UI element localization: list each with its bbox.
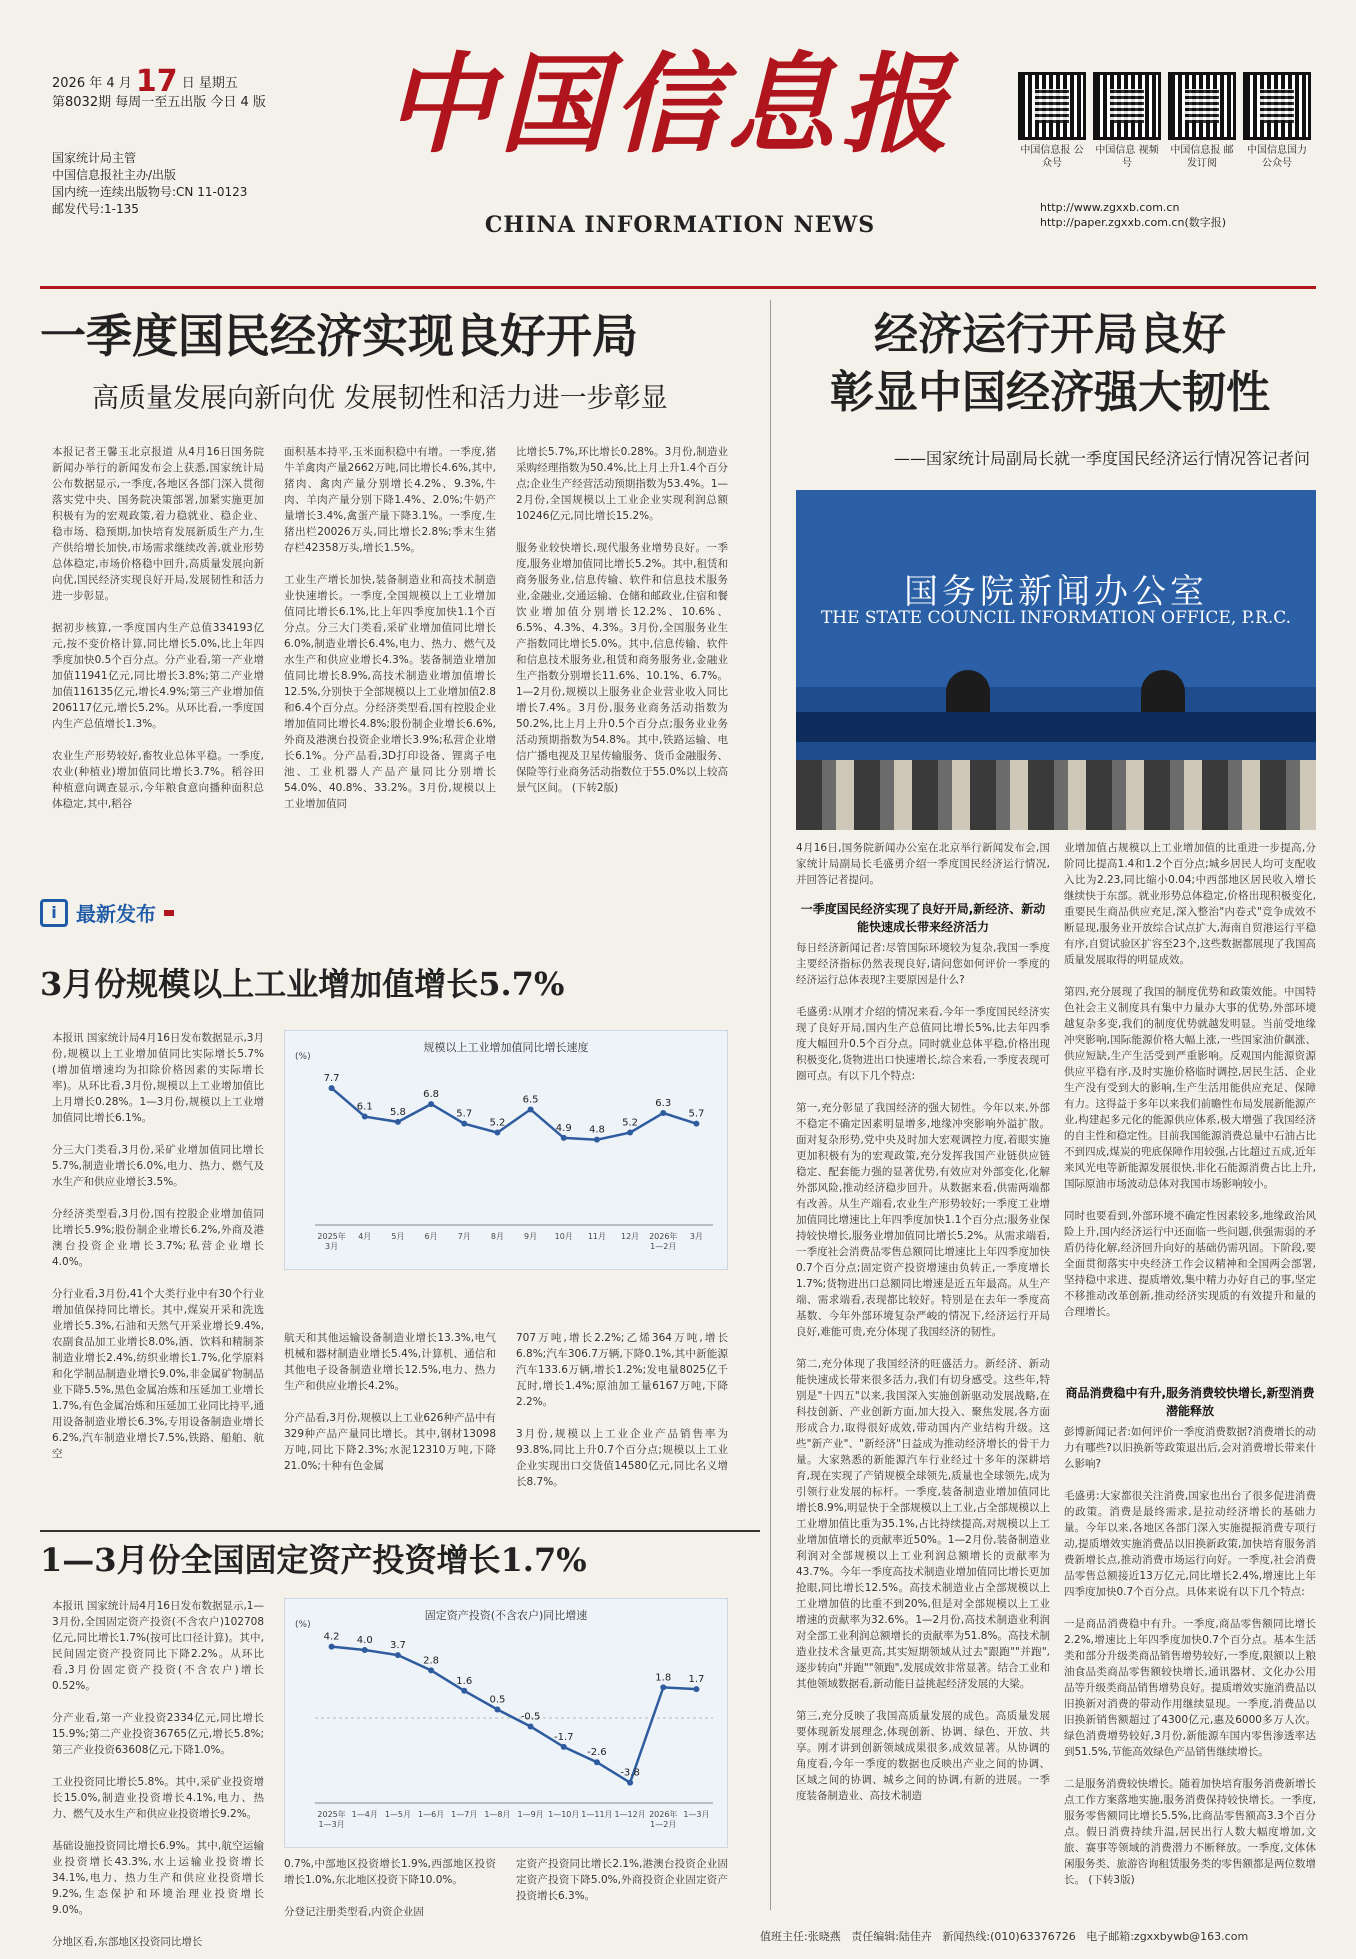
industry-chart-svg bbox=[285, 1031, 729, 1271]
section-tag-bar bbox=[164, 910, 174, 916]
data-point bbox=[461, 1688, 467, 1694]
lead-column-2: 面积基本持平,玉米面积稳中有增。一季度,猪牛羊禽肉产量2662万吨,同比增长4.6%,其中,猪肉、禽肉产量分别增长4.2%、9.3%,牛肉、羊肉产量分别下降1.4%、2.0%;牛奶产量增长3.4%,禽蛋产量下降3.1%。一季度,生猪出栏20026万头,同比增长2.8%;季末生猪存栏42358万头,增长1.5%。 工业生产增长加快,装备制造业和高技术制造业快速增长。一季度,全国规模以上工业增加值同比增长6.1%,比上年四季度加快1.1个百分点。分三大门类看,采矿业增加值同比增长6.0%,制造业增长6.4%,电力、热力、燃气及水生产和供应业增长4.3%。装备制造业增加值同比增长8.9%,高技术制造业增加值增长12.5%,分别快于全部规模以上工业增加值2.8和6.4个百分点。分经济类型看,国有控股企业增加值同比增长4.8%;股份制企业增长6.6%,外商及港澳台投资企业增长3.9%;私营企业增长6.1%。分产品看,3D打印设备、锂离子电池、工业机器人产品产量同比分别增长54.0%、40.8%、33.2%。3月份,规模以上工业增加值同 bbox=[284, 446, 496, 810]
industry-chart bbox=[284, 1030, 728, 1270]
publisher-line: 邮发代号:1-135 bbox=[52, 202, 139, 216]
lead-column-1: 本报记者王馨玉北京报道 从4月16日国务院新闻办举行的新闻发布会上获悉,国家统计局公布数据显示,一季度,各地区各部门深入贯彻落实党中央、国务院决策部署,加紧实施更加积极有为的宏观政策,着力稳就业、稳企业、稳市场、稳预期,加快培育发展新质生产力,生产供给增长加快,市场需求继续改善,就业形势总体稳定,市场价格稳中回升,高质量发展向新向优,国民经济实现良好开局,发展韧性和活力进一步彰显。 据初步核算,一季度国内生产总值334193亿元,按不变价格计算,同比增长5.0%,比上年四季度加快0.5个百分点。分产业看,第一产业增加值11941亿元,同比增长3.8%;第二产业增加值116135亿元,增长4.9%;第三产业增加值206117亿元,增长5.2%。从环比看,一季度国内生产总值增长1.3%。 农业生产形势较好,畜牧业总体平稳。一季度,农业(种植业)增加值同比增长3.7%。稻谷田种植意向调查显示,今年粮食意向播种面积总体稳定,其中,稻谷 bbox=[52, 446, 264, 810]
newspaper-logo-en: CHINA INFORMATION NEWS bbox=[484, 212, 876, 238]
tick-label bbox=[690, 1232, 703, 1241]
data-point bbox=[693, 1121, 699, 1127]
data-label: 5.8 bbox=[389, 1106, 406, 1118]
data-point bbox=[594, 1137, 600, 1143]
data-point bbox=[561, 1135, 567, 1141]
tick-label-line: 12月 bbox=[620, 1232, 640, 1241]
investment-chart bbox=[284, 1598, 728, 1848]
tick-label-line: 2025年 bbox=[317, 1810, 346, 1819]
data-point bbox=[395, 1119, 401, 1125]
tick-label bbox=[391, 1232, 404, 1241]
investment-headline: 1—3月份全国固定资产投资增长1.7% bbox=[40, 1530, 760, 1582]
feature-intro: 4月16日,国务院新闻办公室在北京举行新闻发布会,国家统计局副局长毛盛勇介绍一季度国民经济运行情况,并回答记者提问。 bbox=[796, 842, 1050, 886]
feature-headline-line: 经济运行开局良好 bbox=[874, 309, 1226, 360]
tick-label bbox=[517, 1810, 543, 1819]
tick-label bbox=[352, 1810, 378, 1819]
date-day: 17 bbox=[135, 64, 178, 99]
masthead-divider bbox=[40, 286, 1316, 289]
data-point bbox=[627, 1130, 633, 1136]
tick-label bbox=[588, 1232, 606, 1241]
data-point bbox=[362, 1647, 368, 1653]
data-label: 4.2 bbox=[323, 1631, 340, 1643]
investment-column-1: 本报讯 国家统计局4月16日发布数据显示,1—3月份,全国固定资产投资(不含农户)102708亿元,同比增长1.7%(按可比口径计算)。其中,民间固定资产投资同比下降2.2%。从环比看,3月份固定资产投资(不含农户)增长0.52%。 分产业看,第一产业投资2334亿元,同比增长15.9%;第二产业投资36765亿元,增长5.8%;第三产业投资63608亿元,下降1.0%。 工业投资同比增长5.8%。其中,采矿业投资增长15.0%,制造业投资增长4.1%,电力、热力、燃气及水生产和供应业投资增长9.2%。 基础设施投资同比增长6.9%。其中,航空运输业投资增长43.3%,水上运输业投资增长34.1%,电力、热力生产和供应业投资增长9.2%,生态保护和环境治理业投资增长9.0%。 分地区看,东部地区投资同比增长 bbox=[52, 1600, 264, 1948]
y-axis-label: (%) bbox=[295, 1620, 311, 1630]
footer-email: 电子邮箱:zgxxbywb@163.com bbox=[1086, 1930, 1249, 1943]
tick-label-line: 6月 bbox=[424, 1232, 438, 1241]
tick-label bbox=[451, 1810, 477, 1819]
qr-label: 中国信息国力 公众号 bbox=[1247, 145, 1307, 169]
data-point bbox=[428, 1667, 434, 1673]
y-axis-label: (%) bbox=[295, 1052, 311, 1062]
footer-hotline: 新闻热线:(010)63376726 bbox=[942, 1930, 1076, 1943]
tick-label-line: 4月 bbox=[358, 1232, 372, 1241]
industry-column-3: 707万吨,增长2.2%;乙烯364万吨,增长6.8%;汽车306.7万辆,下降0.1%,其中新能源汽车133.6万辆,增长1.2%;发电量8025亿千瓦时,增长1.4%;原油加工量6167万吨,下降2.2%。 3月份,规模以上工业企业产品销售率为93.8%,同比上升0.7个百分点;规模以上工业企业实现出口交货值14580亿元,同比名义增长8.7%。 bbox=[516, 1332, 728, 1488]
data-label: 4.8 bbox=[588, 1124, 605, 1136]
tick-label bbox=[555, 1232, 573, 1241]
industry-column-1: 本报讯 国家统计局4月16日发布数据显示,3月份,规模以上工业增加值同比实际增长5.7%(增加值增速均为扣除价格因素的实际增长率)。从环比看,3月份,规模以上工业增加值比上月增长0.28%。1—3月份,规模以上工业增加值同比增长6.1%。 分三大门类看,3月份,采矿业增加值同比增长5.7%,制造业增长6.0%,电力、热力、燃气及水生产和供应业增长3.5%。 分经济类型看,3月份,国有控股企业增加值同比增长5.9%;股份制企业增长6.2%,外商及港澳台投资企业增长3.7%;私营企业增长4.0%。 分行业看,3月份,41个大类行业中有30个行业增加值保持同比增长。其中,煤炭开采和洗选业增长5.3%,石油和天然气开采业增长9.4%,农副食品加工业增长8.0%,酒、饮料和精制茶制造业增长2.4%,纺织业增长1.7%,化学原料和化学制品制造业增长9.0%,非金属矿物制品业下降5.5%,黑色金属冶炼和压延加工业增长1.7%,有色金属冶炼和压延加工业同比持平,通用设备制造业增长6.3%,专用设备制造业增长6.2%,汽车制造业增长7.5%,铁路、船舶、航空 bbox=[52, 1032, 264, 1460]
tick-label bbox=[649, 1809, 677, 1829]
tick-label bbox=[621, 1232, 639, 1241]
feature-headline-line: 彰显中国经济强大韧性 bbox=[830, 367, 1270, 418]
tick-label-line: 8月 bbox=[490, 1232, 504, 1241]
industry-column-2: 航天和其他运输设备制造业增长13.3%,电气机械和器材制造业增长5.4%,计算机、通信和其他电子设备制造业增长12.5%,电力、热力生产和供应业增长4.2%。 分产品看,3月份,规模以上工业626种产品中有329种产品产量同比增长。其中,钢材13098万吨,同比下降2.3%;水泥12310万吨,下降21.0%;十种有色金属 bbox=[284, 1332, 496, 1472]
data-label: 6.8 bbox=[423, 1089, 440, 1101]
qr-code[interactable] bbox=[1018, 72, 1086, 170]
investment-column-3: 定资产投资同比增长2.1%,港澳台投资企业固定资产投资下降5.0%,外商投资企业固定资产投资增长6.3%。 bbox=[516, 1858, 728, 1902]
series-line bbox=[332, 1647, 697, 1783]
data-point bbox=[362, 1114, 368, 1120]
qr-label: 中国信息报 公众号 bbox=[1020, 145, 1084, 169]
feature-headline bbox=[790, 306, 1310, 422]
industry-chart-title: 规模以上工业增加值同比增长速度 bbox=[423, 1041, 589, 1054]
data-point bbox=[561, 1744, 567, 1750]
website-link[interactable]: http://www.zgxxb.com.cn bbox=[1040, 201, 1180, 214]
tick-label bbox=[484, 1810, 510, 1819]
qr-label: 中国信息 视频号 bbox=[1095, 145, 1159, 169]
issue-line: 第8032期 每周一至五出版 今日 4 版 bbox=[52, 95, 266, 110]
feature-column-b2: 彭博新闻记者:如何评价一季度消费数据?消费增长的动力有哪些?以旧换新等政策退出后,会对消费增长带来什么影响? 毛盛勇:大家都很关注消费,国家也出台了很多促进消费的政策。消费是最终需求,是拉动经济增长的基础力量。今年以来,各地区各部门深入实施提振消费专项行动,提质增效实施消费品以旧换新政策,加快培育服务消费新增长点,推动消费市场运行向好。一季度,社会消费品零售总额接近13万亿元,同比增长2.4%,增速比上年四季度加快0.7个百分点。具体来说有以下几个特点: 一是商品消费稳中有升。一季度,商品零售额同比增长2.2%,增速比上年四季度加快0.7个百分点。基本生活类和部分升级类商品销售增势较好,一季度,限额以上粮油食品类商品零售额较快增长,通讯器材、文化办公用品等升级类商品销售增势良好。提质增效实施消费品以旧换新对消费的带动作用继续显现。一季度,消费品以旧换新销售额超过了4300亿元,惠及6000多万人次。绿色消费增势较好,3月份,新能源车国内零售渗透率达到51.5%,节能高效绿色产品销售继续增长。 二是服务消费较快增长。随着加快培育服务消费新增长点工作方案落地实施,服务消费保持较快增长。一季度,服务零售额同比增长5.5%,比商品零售额高3.3个百分点。假日消费持续升温,居民出行人数大幅度增加,文旅、赛事等领域的消费潜力不断释放。一季度,文体休闲服务类、旅游咨询租赁服务类的零售额都是两位数增长。 (下转3版) bbox=[1064, 1426, 1316, 1886]
publisher-info bbox=[52, 150, 247, 218]
qr-label: 中国信息报 邮发订阅 bbox=[1170, 145, 1234, 169]
data-label: 1.6 bbox=[456, 1675, 473, 1687]
data-point bbox=[461, 1121, 467, 1127]
tick-label-line: 7月 bbox=[457, 1232, 471, 1241]
data-point bbox=[594, 1759, 600, 1765]
publisher-line: 国家统计局主管 bbox=[52, 151, 137, 165]
tick-label bbox=[458, 1232, 471, 1241]
investment-column-2: 0.7%,中部地区投资增长1.9%,西部地区投资增长1.0%,东北地区投资下降10.0%。 分登记注册类型看,内资企业固 bbox=[284, 1858, 496, 1918]
tick-label-line: 1—2月 bbox=[650, 1242, 677, 1251]
date-suffix: 日 星期五 bbox=[181, 76, 238, 91]
tick-label-line: 1—8月 bbox=[484, 1810, 511, 1819]
column-divider bbox=[770, 300, 771, 1910]
lead-column-3: 比增长5.7%,环比增长0.28%。3月份,制造业采购经理指数为50.4%,比上月上升1.4个百分点;企业生产经营活动预期指数为53.4%。1—2月份,全国规模以上工业企业实现利润总额10246亿元,同比增长15.2%。 服务业较快增长,现代服务业增势良好。一季度,服务业增加值同比增长5.2%。其中,租赁和商务服务业,信息传输、软件和信息技术服务业,金融业,交通运输、仓储和邮政业,住宿和餐饮业增加值分别增长12.2%、10.6%、6.5%、4.3%、4.3%。3月份,全国服务业生产指数同比增长5.0%。其中,信息传输、软件和信息技术服务业,租赁和商务服务业,金融业生产指数分别增长11.6%、10.1%、6.7%。1—2月份,规模以上服务业企业营业收入同比增长7.4%。3月份,服务业商务活动指数为50.2%,比上月上升0.5个百分点;服务业业务活动预期指数为54.8%。其中,铁路运输、电信广播电视及卫星传输服务、货币金融服务、保险等行业商务活动指数位于55.0%以上较高景气区间。 (下转2版) bbox=[516, 446, 728, 794]
masthead-info bbox=[52, 64, 266, 112]
tick-label-line: 3月 bbox=[325, 1242, 339, 1251]
tick-label-line: 1—6月 bbox=[417, 1810, 445, 1819]
tick-label-line: 1—10月 bbox=[548, 1810, 580, 1819]
publisher-line: 中国信息报社主办/出版 bbox=[52, 168, 177, 182]
tick-label-line: 2026年 bbox=[649, 1810, 678, 1819]
tick-label bbox=[358, 1232, 371, 1241]
tick-label bbox=[425, 1232, 438, 1241]
data-label: 6.5 bbox=[522, 1094, 539, 1106]
tick-label bbox=[418, 1810, 444, 1819]
data-point bbox=[660, 1110, 666, 1116]
photo-banner-en: THE STATE COUNCIL INFORMATION OFFICE, P.R.C. bbox=[820, 608, 1292, 628]
newspaper-logo: 中国信息报 bbox=[384, 42, 955, 168]
tick-label-line: 2025年 bbox=[317, 1232, 346, 1241]
tick-label-line: 1—2月 bbox=[650, 1820, 677, 1829]
tick-label-line: 1—12月 bbox=[614, 1810, 646, 1819]
footer-editor: 值班主任:张晓燕 bbox=[760, 1930, 841, 1943]
data-label: 0.5 bbox=[489, 1694, 506, 1706]
data-label: 3.7 bbox=[389, 1640, 406, 1652]
feature-section-title: 一季度国民经济实现了良好开局,新经济、新动能快速成长带来经济活力 bbox=[800, 902, 1046, 934]
investment-chart-title: 固定资产投资(不含农户)同比增速 bbox=[424, 1609, 588, 1622]
tick-label bbox=[385, 1810, 411, 1819]
data-label: -1.7 bbox=[553, 1731, 574, 1743]
footer-credits bbox=[760, 1928, 1320, 1944]
data-point bbox=[627, 1780, 633, 1786]
feature-column-a: 每日经济新闻记者:尽管国际环境较为复杂,我国一季度主要经济指标仍然表现良好,请问您如何评价一季度的经济运行总体表现?主要原因是什么? 毛盛勇:从刚才介绍的情况来看,今年一季度国民经济实现了良好开局,国内生产总值同比增长5%,比去年四季度大幅回升0.5个百分点。同时就业总体平稳,价格出现积极变化,货物进出口快速增长,综合来看,一季度表现可圈可点。有以下几个特点: 第一,充分彰显了我国经济的强大韧性。今年以来,外部不稳定不确定因素明显增多,地缘冲突影响外溢扩散。面对复杂形势,党中央及时加大宏观调控力度,着眼实施更加积极有为的宏观政策,充分发挥我国产业链供应链稳定、配套能力强的显著优势,有效应对外部变化,化解外部风险,推动经济稳步回升。从数据来看,供需两端都有改善。从生产端看,农业生产形势较好;一季度工业增加值同比增速比上年四季度加快1.1个百分点;服务业保持较快增长,服务业增加值同比增长5.2%。从需求端看,一季度社会消费品零售总额同比增速比上年四季度加快0.7个百分点;固定资产投资增速由负转正,一季度增长1.7%;货物进出口总额同比增速是近五年最高。从生产端、需求端看,表现都比较好。特别是在去年一季度高基数、今年外部环境复杂严峻的情况下,经济运行开局良好,难能可贵,充分体现了我国经济的韧性。 第二,充分体现了我国经济的旺盛活力。新经济、新动能快速成长带来很多活力,我们有切身感受。这些年,特别是"十四五"以来,我国深入实施创新驱动发展战略,在科技创新、产业创新方面,加大投入、聚焦发展,各方面形成合力,取得很好成效,带动国内产业结构升级。这些"新产业"、"新经济"日益成为推动经济增长的骨干力量。大家熟悉的新能源汽车行业经过十多年的深耕培育,现在实现了产销规模全球领先,质量也全球领先,成为引领行业发展的标杆。一季度,装备制造业增加值同比增长8.9%,明显快于全部规模以上工业,占全部规模以上工业增加值比重为35.1%,占比持续提高,对规模以上工业增加值增长的贡献率近50%。1—2月份,装备制造业利润对全部规模以上工业利润总额增长的贡献率为43.7%。今年一季度高技术制造业增加值同比增长更加抢眼,同比增长12.5%。高技术制造业占全部规模以上工业增加值的比重不到20%,但是对全部规模以上工业增速的贡献率为32.6%。1—2月份,高技术制造业利润对全部工业利润总额增长的贡献率为51.8%。高技术制造业技术含量更高,其实短期领域从过去"跟跑""并跑",逐步转向"并跑""领跑",发展成效非常显著。结合工业和其他领域数据看,新动能日益挑起经济发展的大梁。 第三,充分反映了我国高质量发展的成色。高质量发展要体现新发展理念,体现创新、协调、绿色、开放、共享。刚才讲到创新领域成果很多,成效显著。从协调的角度看,今年一季度的数据也反映出产业之间的协调、区域之间的协调、城乡之间的协调,有新的进展。一季度装备制造业、高技术制造 bbox=[796, 942, 1050, 1802]
qr-code[interactable] bbox=[1093, 72, 1161, 170]
tick-label-line: 5月 bbox=[391, 1232, 405, 1241]
data-point bbox=[395, 1652, 401, 1658]
tick-label-line: 1—7月 bbox=[451, 1810, 478, 1819]
podium-desk bbox=[796, 712, 1316, 742]
data-label: 4.9 bbox=[555, 1122, 572, 1134]
feature-column-b: 业增加值占规模以上工业增加值的比重进一步提高,分阶同比提高1.4和1.2个百分点;城乡居民人均可支配收入比为2.23,同比缩小0.04;中西部地区居民收入增长继续快于东部。就业形势总体稳定,价格出现积极变化,重要民生商品供应充足,深入整治"内卷式"竞争成效不断显现,服务业开放综合试点扩大,海南自贸港运行平稳有序,自贸试验区扩容至23个,这些数据都展现了我国高质量发展取得的明显成效。 第四,充分展现了我国的制度优势和政策效能。中国特色社会主义制度具有集中力量办大事的优势,外部环境越复杂多变,我们的制度优势就越发明显。当前受地缘冲突影响,国际能源价格大幅上涨,一些国家油价飙涨、供应短缺,生产生活受到严重影响。反观国内能源资源供应平稳有序,及时实施价格临时调控,居民生活、企业生产没有受到大的影响,生产生活用能供应充足、保障有力。这得益于多年以来我们前瞻性布局发展新能源产业,构建起多元化的能源供应体系,极大增强了我国经济的自主性和稳定性。目前我国能源消费总量中石油占比不到四成,煤炭的兜底保障作用较强,占比超过五成,近年来风光电等新能源发展很快,非化石能源消费占比上升,国际原油市场波动总体对我国市场影响较小。 同时也要看到,外部环境不确定性因素较多,地缘政治风险上升,国内经济运行中还面临一些问题,供强需弱的矛盾仍待化解,经济回升向好的基础仍需巩固。下阶段,要全面贯彻落实中央经济工作会议精神和全国两会部署,坚持稳中求进、提质增效,集中精力办好自己的事,坚定不移推动改革创新,推动经济实现质的有效提升和量的合理增长。 bbox=[1064, 842, 1316, 1318]
qr-code[interactable] bbox=[1243, 72, 1311, 170]
tick-label-line: 3月 bbox=[689, 1232, 703, 1241]
data-label: 2.8 bbox=[423, 1655, 440, 1667]
data-label: 1.7 bbox=[688, 1674, 705, 1686]
tick-label bbox=[683, 1810, 709, 1819]
data-label: -0.5 bbox=[520, 1711, 541, 1723]
tick-label-line: 1—11月 bbox=[581, 1810, 613, 1819]
publisher-line: 国内统一连续出版物号:CN 11-0123 bbox=[52, 185, 248, 199]
tick-label-line: 11月 bbox=[587, 1232, 607, 1241]
section-tag bbox=[40, 898, 174, 927]
tick-label bbox=[317, 1809, 345, 1829]
data-label: 5.2 bbox=[489, 1117, 506, 1129]
investment-chart-svg bbox=[285, 1599, 729, 1849]
data-point bbox=[329, 1644, 335, 1650]
data-label: 4.0 bbox=[356, 1635, 373, 1646]
data-point bbox=[528, 1724, 534, 1730]
data-point bbox=[494, 1130, 500, 1136]
tick-label-line: 1—3月 bbox=[683, 1810, 710, 1819]
date-prefix: 2026 年 4 月 bbox=[52, 76, 132, 91]
tick-label bbox=[524, 1232, 537, 1241]
data-point bbox=[494, 1707, 500, 1713]
website-link[interactable]: http://paper.zgxxb.com.cn(数字报) bbox=[1040, 216, 1227, 229]
data-point bbox=[660, 1684, 666, 1690]
data-label: 1.8 bbox=[655, 1672, 672, 1684]
industry-headline: 3月份规模以上工业增加值增长5.7% bbox=[40, 965, 565, 1003]
tick-label bbox=[548, 1810, 579, 1819]
tick-label bbox=[317, 1231, 345, 1251]
data-label: 5.7 bbox=[456, 1108, 473, 1120]
tick-label-line: 1—3月 bbox=[318, 1820, 345, 1829]
qr-code-row bbox=[1018, 72, 1318, 170]
data-label: 7.7 bbox=[323, 1073, 340, 1085]
feature-subheadline: ——国家统计局副局长就一季度国民经济运行情况答记者问 bbox=[893, 449, 1310, 468]
website-urls bbox=[1040, 200, 1226, 230]
footer-duty-editor: 责任编辑:陆佳卉 bbox=[851, 1930, 932, 1943]
section-tag-label: 最新发布 bbox=[76, 902, 156, 926]
lead-headline: 一季度国民经济实现良好开局 bbox=[40, 309, 638, 363]
data-label: 5.2 bbox=[622, 1117, 639, 1129]
tick-label-line: 9月 bbox=[524, 1232, 538, 1241]
data-point bbox=[329, 1085, 335, 1091]
tick-label-line: 1—5月 bbox=[384, 1810, 412, 1819]
tick-label-line: 1—9月 bbox=[517, 1810, 544, 1819]
tick-label bbox=[649, 1231, 677, 1251]
data-point bbox=[428, 1101, 434, 1107]
lead-subheadline: 高质量发展向新向优 发展韧性和活力进一步彰显 bbox=[92, 383, 668, 414]
data-label: 6.3 bbox=[655, 1098, 672, 1109]
audience bbox=[796, 760, 1316, 830]
tick-label-line: 1—4月 bbox=[351, 1810, 378, 1819]
data-point bbox=[693, 1686, 699, 1692]
data-label: -3.8 bbox=[620, 1767, 640, 1779]
info-icon: i bbox=[40, 899, 68, 927]
tick-label-line: 2026年 bbox=[649, 1232, 678, 1241]
series-line bbox=[332, 1088, 697, 1140]
feature-section2-title: 商品消费稳中有升,服务消费较快增长,新型消费潜能释放 bbox=[1065, 1386, 1315, 1418]
data-label: -2.6 bbox=[587, 1747, 607, 1759]
tick-label bbox=[614, 1810, 645, 1819]
tick-label bbox=[491, 1232, 504, 1241]
qr-code[interactable] bbox=[1168, 72, 1236, 170]
press-conference-photo bbox=[796, 490, 1316, 830]
tick-label bbox=[581, 1810, 612, 1819]
data-point bbox=[528, 1106, 534, 1112]
data-label: 6.1 bbox=[356, 1101, 373, 1113]
tick-label-line: 10月 bbox=[554, 1232, 573, 1241]
data-label: 5.7 bbox=[688, 1108, 705, 1120]
photo-banner-cn: 国务院新闻办公室 bbox=[904, 572, 1208, 612]
